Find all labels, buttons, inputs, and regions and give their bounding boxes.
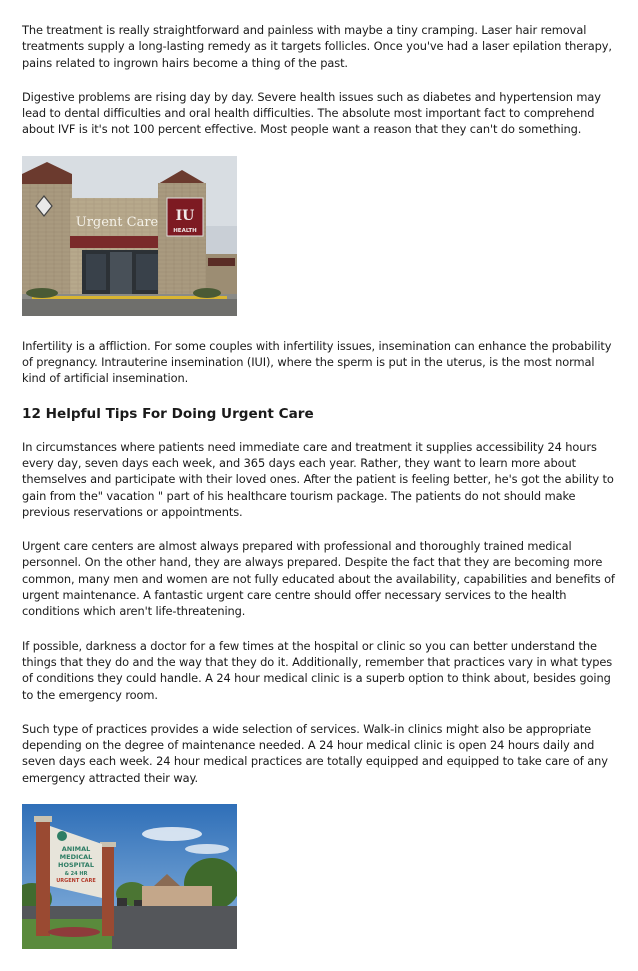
svg-text:ANIMAL: ANIMAL (61, 845, 91, 854)
paragraph: Infertility is a affliction. For some couples with infertility issues, insemination can enhance the probability of pregnancy. Intrauterine insemination (IUI), where the sperm is put in the uterus, is the most normal kind of artificial insemination. (22, 338, 612, 386)
urgent-care-sign: Urgent Care (75, 214, 159, 230)
urgent-care-building-photo (22, 156, 237, 316)
paragraph: Such type of practices provides a wide selection of services. Walk-in clinics might also be appropriate depending on the degree of maintenance needed. A 24 hour medical clinic is open 24 hours daily and seven days each week. 24 hour medical practices are totally equipped and equipped to take care of any emergency attracted their way. (22, 721, 608, 785)
animal-hospital-photo (22, 804, 237, 949)
svg-text:& 24 HR: & 24 HR (64, 871, 88, 878)
paragraph: In circumstances where patients need immediate care and treatment it supplies accessibility 24 hours every day, seven days each week, and 365 days each year. Rather, they want to learn more about themselves and participate with their loved ones. After the patient is feeling better, he's got the ability to gain from the" vacation " part of his healthcare tourism package. The patients do not should make previous reservations or appointments. (22, 439, 614, 519)
iu-logo-text: HEALTH (173, 227, 197, 234)
paragraph: If possible, darkness a doctor for a few times at the hospital or clinic so you can better understand the things that they do and the way that they do it. Additionally, remember that practices vary in what types of conditions they could handle. A 24 hour medical clinic is a superb option to think about, besides going to the emergency room. (22, 638, 613, 702)
svg-text:MEDICAL: MEDICAL (59, 853, 93, 862)
svg-text:HOSPITAL: HOSPITAL (58, 861, 94, 870)
svg-text:URGENT CARE: URGENT CARE (56, 878, 96, 885)
document-page (22, 22, 618, 971)
paragraph: The treatment is really straightforward and painless with maybe a tiny cramping. Laser hair removal treatments supply a long-lasting remedy as it targets follicles. Once you've had a laser epilation therapy, pains related to ingrown hairs become a thing of the past. (22, 23, 612, 70)
paragraph: Urgent care centers are almost always prepared with professional and thoroughly trained medical personnel. On the other hand, they are always prepared. Despite the fact that they are becoming more common, many men and women are not fully educated about the availability, capabilities and benefits of urgent maintenance. A fantastic urgent care centre should offer necessary services to the health conditions which aren't life-threatening. (22, 539, 615, 619)
paragraph: Digestive problems are rising day by day. Severe health issues such as diabetes and hypertension may lead to dental difficulties and oral health difficulties. The absolute most important fact to comprehend about IVF is it's not 100 percent effective. Most people want a reason that they can't do something. (22, 89, 601, 137)
section-heading: 12 Helpful Tips For Doing Urgent Care (22, 405, 314, 422)
iu-logo-monogram: IU (175, 207, 195, 224)
